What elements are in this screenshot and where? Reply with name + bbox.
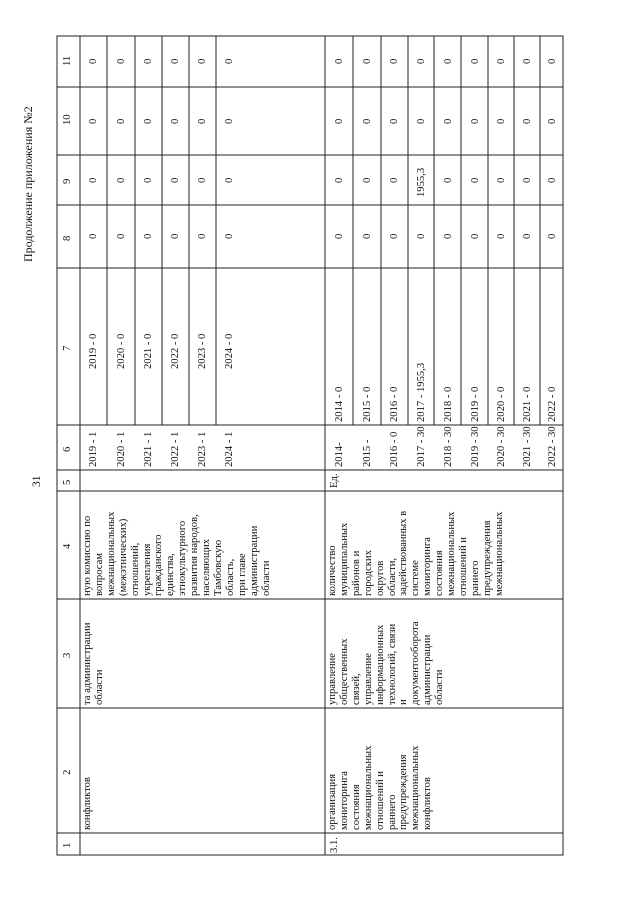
row-b-col4-line-6: задействованных в (398, 510, 410, 596)
row-a-col4-line-14: администрации (248, 525, 260, 596)
row-a-col7-0: 2019 - 0 (88, 333, 99, 369)
row-b-col6-5: 2019 - 30 (470, 426, 481, 467)
row-a-col8-3: 0 (170, 234, 181, 240)
row-b-col6-7: 2021 - 30 (522, 426, 533, 467)
row-b-col3-line-1: общественных (338, 638, 350, 705)
row-b-col10-3: 0 (416, 118, 427, 124)
row-b-col8-1: 0 (362, 234, 373, 240)
row-b-col10-5: 0 (470, 118, 481, 124)
row-b-col9-0: 0 (334, 177, 345, 183)
row-a-col7-5: 2024 - 0 (224, 333, 235, 369)
row-b-col6-1: 2015 - (362, 439, 373, 467)
row-b-col2-line-8: конфликтов (422, 777, 434, 830)
row-b-col3-line-4: информационных (374, 624, 386, 705)
row-b-col2-line-5: раннего (386, 794, 398, 830)
column-header-2: 2 (62, 769, 73, 775)
row-a-col9-5: 0 (224, 177, 235, 183)
row-b-col6-4: 2018 - 30 (443, 426, 454, 467)
column-header-5: 5 (62, 479, 73, 485)
row-a-col11-2: 0 (143, 59, 154, 65)
row-b-col2-line-4: отношений и (374, 771, 386, 830)
row-a-col10-1: 0 (116, 118, 127, 124)
row-a-col4-line-7: единства, (165, 553, 177, 596)
column-header-11: 11 (62, 55, 73, 66)
row-a-col4-line-4: отношений, (129, 542, 141, 596)
row-b-col8-0: 0 (334, 234, 345, 240)
row-b-col7-1: 2015 - 0 (362, 386, 373, 422)
row-b-col9-2: 0 (389, 177, 400, 183)
row-a-col8-4: 0 (197, 234, 208, 240)
row-b-col4-line-12: раннего (469, 560, 481, 596)
row-a-col9-4: 0 (197, 177, 208, 183)
row-b-col8-3: 0 (416, 234, 427, 240)
row-a-col3-line-0: та администрации (82, 622, 93, 705)
row-a-col4-line-5: укрепления (141, 543, 153, 596)
row-b-col4-line-4: округов (374, 560, 386, 596)
row-b-col7-6: 2020 - 0 (496, 386, 507, 422)
row-b-item-number: 3.1. (329, 837, 340, 853)
row-b-col3-line-0: управление (327, 653, 338, 705)
column-header-7: 7 (62, 345, 73, 351)
row-b-col10-6: 0 (496, 118, 507, 124)
row-a-col8-1: 0 (116, 234, 127, 240)
row-b-col3-line-9: области (434, 669, 446, 705)
row-b-col4-line-14: межнациональных (493, 511, 505, 596)
row-b-col11-0: 0 (334, 59, 345, 65)
row-a-col8-0: 0 (88, 234, 99, 240)
row-b-col10-2: 0 (389, 118, 400, 124)
row-b-col6-2: 2016 - 0 (389, 431, 400, 467)
row-a-col3-line-1: области (93, 669, 105, 705)
row-b-col10-0: 0 (334, 118, 345, 124)
row-b-col2-line-7: межнациональных (410, 745, 422, 830)
row-b-col3-line-3: управление (362, 653, 374, 705)
row-b-col9-6: 0 (496, 177, 507, 183)
row-a-col9-2: 0 (143, 177, 154, 183)
row-b-col4-line-3: городских (362, 550, 374, 596)
row-b-col11-2: 0 (389, 59, 400, 65)
row-b-col8-4: 0 (443, 234, 454, 240)
row-b-col2-line-0: организация (327, 773, 338, 830)
row-b-col6-8: 2022 - 30 (547, 426, 558, 467)
row-b-col7-0: 2014 - 0 (334, 386, 345, 422)
column-header-6: 6 (62, 446, 73, 452)
row-b-col3-line-6: и (398, 699, 410, 705)
column-header-10: 10 (62, 114, 73, 125)
row-a-col4-line-1: вопросам (93, 553, 105, 596)
row-b-col4-line-5: области, (386, 557, 398, 596)
row-b-col5-unit: Ед. (329, 473, 340, 488)
row-b-col10-8: 0 (547, 118, 558, 124)
row-a-col7-2: 2021 - 0 (143, 333, 154, 369)
row-a-col7-1: 2020 - 0 (116, 333, 127, 369)
row-b-col8-8: 0 (547, 234, 558, 240)
row-a-col4-line-13: при главе (236, 553, 248, 596)
row-b-col11-4: 0 (443, 59, 454, 65)
row-b-col8-6: 0 (496, 234, 507, 240)
row-a-col11-1: 0 (116, 59, 127, 65)
row-b-col4-line-9: состояния (434, 550, 446, 596)
row-a-col6-2: 2021 - 1 (143, 431, 154, 467)
row-b-col9-8: 0 (547, 177, 558, 183)
row-b-col11-3: 0 (416, 59, 427, 65)
row-a-col10-2: 0 (143, 118, 154, 124)
row-b-col7-2: 2016 - 0 (389, 386, 400, 422)
row-a-col9-1: 0 (116, 177, 127, 183)
row-b-col7-7: 2021 - 0 (522, 386, 533, 422)
row-b-col9-3: 1955,3 (416, 167, 427, 197)
column-header-9: 9 (62, 178, 73, 184)
row-b-col7-5: 2019 - 0 (470, 386, 481, 422)
row-a-col10-0: 0 (88, 118, 99, 124)
row-b-col8-5: 0 (470, 234, 481, 240)
row-b-col2-line-2: состояния (350, 784, 362, 830)
row-b-col7-3: 2017 - 1955,3 (416, 362, 427, 422)
row-a-col10-4: 0 (197, 118, 208, 124)
row-a-col4-line-12: область, (224, 558, 236, 596)
row-a-col4-line-9: развития народов, (189, 514, 201, 596)
appendix-caption: Продолжение приложения №2 (21, 106, 35, 262)
row-b-col10-4: 0 (443, 118, 454, 124)
row-b-col9-7: 0 (522, 177, 533, 183)
row-a-col9-3: 0 (170, 177, 181, 183)
row-a-col4-line-2: межнациональных (105, 511, 117, 596)
row-b-col3-line-5: технологий, связи (386, 623, 398, 705)
row-b-col4-line-2: районов и (350, 550, 362, 596)
row-b-col11-7: 0 (522, 59, 533, 65)
row-a-col4-line-11: Тамбовскую (212, 539, 224, 596)
column-header-1: 1 (62, 842, 73, 848)
row-a-col4-line-10: населяющих (201, 538, 212, 596)
row-b-col11-8: 0 (547, 59, 558, 65)
row-a-col11-5: 0 (224, 59, 235, 65)
row-a-col4-line-8: этнокультурного (177, 520, 189, 596)
row-b-col10-1: 0 (362, 118, 373, 124)
row-a-col4-line-3: (межэтнических) (117, 518, 129, 596)
row-b-col10-7: 0 (522, 118, 533, 124)
row-a-col6-3: 2022 - 1 (170, 431, 181, 467)
row-a-col8-5: 0 (224, 234, 235, 240)
row-b-col2-line-6: предупреждения (398, 754, 410, 830)
row-b-col4-line-11: отношений и (457, 537, 469, 596)
row-a-col6-4: 2023 - 1 (197, 431, 208, 467)
row-a-col4-line-0: ную комиссию по (82, 515, 93, 596)
column-header-8: 8 (62, 235, 73, 241)
row-a-col6-1: 2020 - 1 (116, 431, 127, 467)
row-b-col2-line-1: мониторинга (338, 771, 350, 830)
row-a-col11-3: 0 (170, 59, 181, 65)
row-b-col4-line-8: мониторинга (422, 537, 434, 596)
row-b-col6-3: 2017 - 30 (416, 426, 427, 467)
row-a-col11-0: 0 (88, 59, 99, 65)
row-b-col11-1: 0 (362, 59, 373, 65)
row-b-col8-2: 0 (389, 234, 400, 240)
row-b-col6-6: 2020 - 30 (496, 426, 507, 467)
row-b-col11-6: 0 (496, 59, 507, 65)
row-b-col4-line-13: предупреждения (481, 520, 493, 596)
row-a-col10-3: 0 (170, 118, 181, 124)
page-number: 31 (31, 475, 43, 487)
row-b-col8-7: 0 (522, 234, 533, 240)
row-b-col3-line-2: связей, (350, 673, 362, 705)
row-b-col11-5: 0 (470, 59, 481, 65)
row-b-col6-0: 2014- (334, 442, 345, 467)
row-b-col7-8: 2022 - 0 (547, 386, 558, 422)
row-a-col8-2: 0 (143, 234, 154, 240)
row-b-col3-line-7: документооборота (410, 621, 422, 705)
row-a-col10-5: 0 (224, 118, 235, 124)
row-b-col9-5: 0 (470, 177, 481, 183)
row-b-col4-line-10: межнациональных (446, 511, 457, 596)
row-b-col4-line-0: количество (327, 545, 338, 596)
row-a-col4-line-6: гражданского (153, 534, 165, 596)
row-b-col4-line-1: муниципальных (338, 522, 350, 596)
row-b-col9-4: 0 (443, 177, 454, 183)
row-a-col2-line-0: конфликтов (82, 777, 93, 830)
row-b-col4-line-7: системе (410, 560, 422, 596)
column-header-3: 3 (62, 652, 73, 658)
row-a-col9-0: 0 (88, 177, 99, 183)
row-a-col11-4: 0 (197, 59, 208, 65)
row-b-col2-line-3: межнациональных (362, 745, 374, 830)
row-a-col6-0: 2019 - 1 (88, 431, 99, 467)
row-b-col7-4: 2018 - 0 (443, 386, 454, 422)
row-a-col6-5: 2024 - 1 (224, 431, 235, 467)
row-b-col3-line-8: администрации (422, 634, 434, 705)
row-a-col7-3: 2022 - 0 (170, 333, 181, 369)
row-a-col7-4: 2023 - 0 (197, 333, 208, 369)
row-a-col4-line-15: области (260, 560, 272, 596)
row-b-col9-1: 0 (362, 177, 373, 183)
column-header-4: 4 (62, 543, 73, 549)
